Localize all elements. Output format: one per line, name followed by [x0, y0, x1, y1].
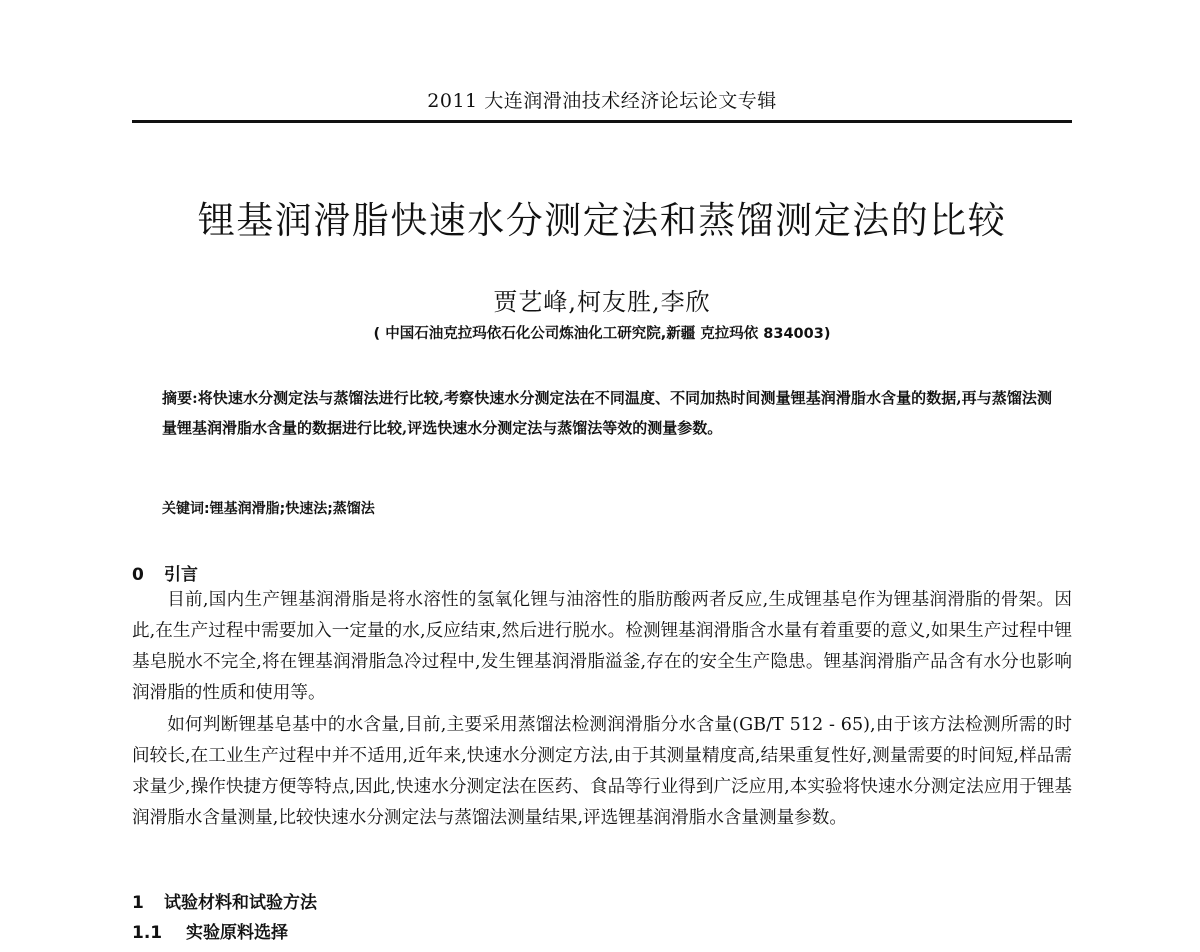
paper-title: 锂基润滑脂快速水分测定法和蒸馏测定法的比较: [197, 199, 1007, 242]
authors: 贾艺峰,柯友胜,李欣: [493, 288, 711, 316]
header-rule: [132, 120, 1072, 123]
section-number: 1.1: [132, 923, 163, 943]
section-number: 1: [132, 893, 144, 913]
running-header: 2011 大连润滑油技术经济论坛论文专辑: [427, 90, 777, 112]
section-title: 试验材料和试验方法: [164, 893, 317, 913]
keywords: 关键词:锂基润滑脂;快速法;蒸馏法: [162, 501, 375, 517]
intro-paragraph-2: 如何判断锂基皂基中的水含量,目前,主要采用蒸馏法检测润滑脂分水含量(GB/T 512 - 65),由于该方法检测所需的时间较长,在工业生产过程中并不适用,近年来,快速水分测定方法,由于其测量精度高,结果重复性好,测量需要的时间短,样品需求量少,操作快捷方便等特点,因此,快速水分测定法在医药、食品等行业得到广泛应用,本实验将快速水分测定法应用于锂基润滑脂水含量测量,比较快速水分测定法与蒸馏法测量结果,评选锂基润滑脂水含量测量参数。: [132, 715, 1072, 828]
section-title: 引言: [164, 565, 198, 585]
intro-paragraph-1: 目前,国内生产锂基润滑脂是将水溶性的氢氧化锂与油溶性的脂肪酸两者反应,生成锂基皂作为锂基润滑脂的骨架。因此,在生产过程中需要加入一定量的水,反应结束,然后进行脱水。检测锂基润滑脂含水量有着重要的意义,如果生产过程中锂基皂脱水不完全,将在锂基润滑脂急冷过程中,发生锂基润滑脂溢釜,存在的安全生产隐患。锂基润滑脂产品含有水分也影响润滑脂的性质和使用等。: [132, 590, 1072, 703]
affiliation: ( 中国石油克拉玛依石化公司炼油化工研究院,新疆 克拉玛依 834003): [373, 326, 831, 342]
abstract: 摘要:将快速水分测定法与蒸馏法进行比较,考察快速水分测定法在不同温度、不同加热时间测量锂基润滑脂水含量的数据,再与蒸馏法测量锂基润滑脂水含量的数据进行比较,评选快速水分测定法与蒸馏法等效的测量参数。: [162, 389, 1052, 437]
section-number: 0: [132, 565, 144, 585]
section-heading-materials-methods: [132, 888, 317, 913]
section-title: 实验原料选择: [186, 923, 288, 943]
subsection-heading-raw-materials: [132, 918, 288, 943]
section-heading-introduction: [132, 560, 198, 585]
